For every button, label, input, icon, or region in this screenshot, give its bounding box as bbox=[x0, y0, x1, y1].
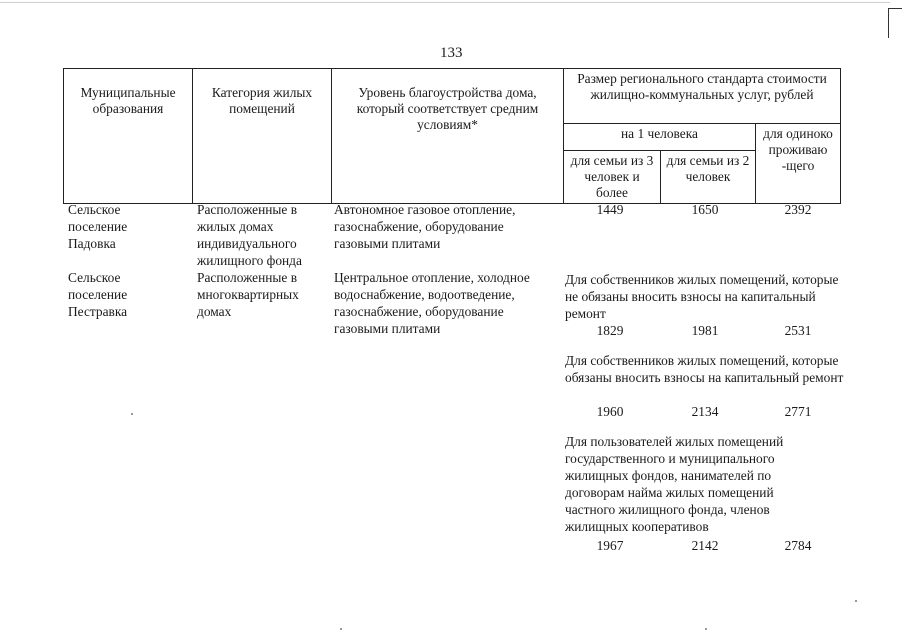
row1-category: Расположенные в жилых домах индивидуального жилищного фонда bbox=[197, 202, 302, 268]
header-municipal: Муниципальные образования bbox=[64, 69, 193, 204]
row2-group1-single: 2531 bbox=[784, 323, 812, 338]
row1-value-family2: 1650 bbox=[691, 202, 719, 217]
scan-edge-line bbox=[0, 2, 890, 3]
row2-group2-family3: 1960 bbox=[596, 404, 624, 419]
row2-group3-note: Для пользователей жилых помещений государственного и муниципального жилищных фондов, нанимателей по договорам найма жилых помещений частного жилищного фонда, членов жилищных кооперативов bbox=[565, 434, 784, 534]
scan-corner-mark bbox=[888, 8, 889, 38]
page-number: 133 bbox=[440, 45, 463, 61]
row2-group1-family2: 1981 bbox=[691, 323, 719, 338]
row1-municipal: Сельское поселение Падовка bbox=[68, 202, 128, 251]
row2-group3-single: 2784 bbox=[784, 538, 812, 553]
row2-group1-note: Для собственников жилых помещений, которые не обязаны вносить взносы на капитальный ремонт bbox=[565, 272, 839, 321]
scan-speck bbox=[131, 413, 133, 415]
row2-municipal: Сельское поселение Пестравка bbox=[68, 270, 128, 319]
scan-speck bbox=[705, 628, 707, 630]
scan-speck bbox=[340, 628, 342, 630]
row1-level: Автономное газовое отопление, газоснабжение, оборудование газовыми плитами bbox=[334, 202, 516, 251]
row2-level: Центральное отопление, холодное водоснабжение, водоотведение, газоснабжение, оборудование газовыми плитами bbox=[334, 270, 530, 336]
header-category: Категория жилых помещений bbox=[193, 69, 332, 204]
row2-group2-note: Для собственников жилых помещений, которые обязаны вносить взносы на капитальный ремонт bbox=[565, 353, 844, 385]
header-per-person: на 1 человека bbox=[564, 124, 756, 151]
row2-group1-family3: 1829 bbox=[596, 323, 624, 338]
row2-category: Расположенные в многоквартирных домах bbox=[197, 270, 299, 319]
row2-group3-family3: 1967 bbox=[596, 538, 624, 553]
header-size: Размер регионального стандарта стоимости жилищно-коммунальных услуг, рублей bbox=[564, 69, 841, 124]
header-family2: для семьи из 2 человек bbox=[661, 151, 756, 204]
row2-group3-family2: 2142 bbox=[691, 538, 719, 553]
row1-value-family3: 1449 bbox=[596, 202, 624, 217]
scan-speck bbox=[855, 600, 857, 602]
header-single: для одиноко проживаю -щего bbox=[756, 124, 841, 204]
row2-group2-family2: 2134 bbox=[691, 404, 719, 419]
row1-value-single: 2392 bbox=[784, 202, 812, 217]
tariff-table bbox=[63, 68, 841, 204]
header-level: Уровень благоустройства дома, который соответствует средним условиям* bbox=[332, 69, 564, 204]
scan-corner-mark bbox=[888, 8, 902, 9]
row2-group2-single: 2771 bbox=[784, 404, 812, 419]
header-family3: для семьи из 3 человек и более bbox=[564, 151, 661, 204]
